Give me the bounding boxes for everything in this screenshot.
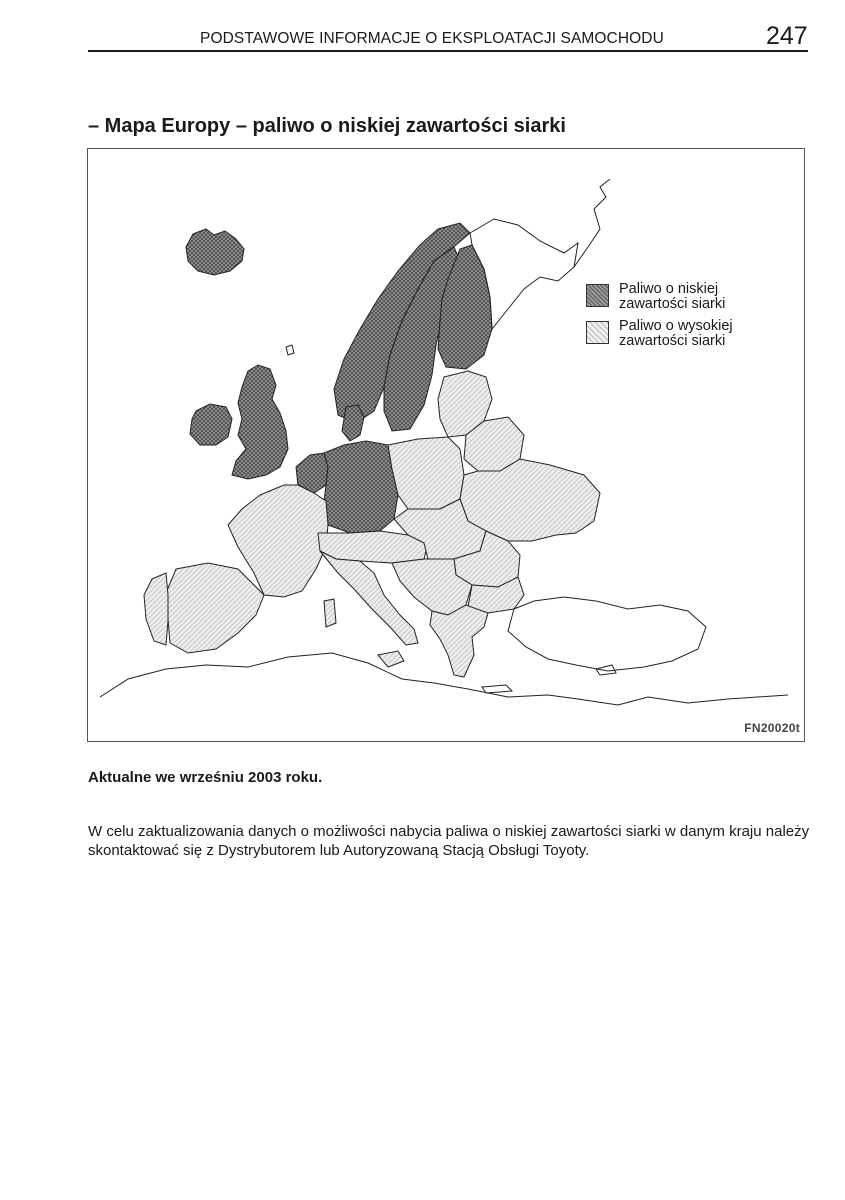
region-faroe [286,345,294,355]
region-denmark [342,405,364,441]
region-greece [430,605,488,677]
region-great-britain [232,365,288,479]
legend-swatch-low-sulphur [586,284,609,307]
page-number: 247 [766,22,808,50]
region-sardinia [324,599,336,627]
legend-label-low-sulphur: Paliwo o niskiej zawartości siarki [619,281,726,312]
header-rule [88,50,808,52]
legend-swatch-high-sulphur [586,321,609,344]
running-header-title: PODSTAWOWE INFORMACJE O EKSPLOATACJI SAMOCHODU [200,30,664,47]
section-title: – Mapa Europy – paliwo o niskiej zawartości siarki [88,115,566,137]
region-north-africa-outline [100,653,788,705]
region-portugal [144,573,168,645]
legend-item-low-sulphur [586,282,796,312]
region-spain [166,563,264,653]
region-crete [482,685,512,693]
figure-code: FN20020t [744,721,800,735]
legend-label-high-sulphur: Paliwo o wysokiej zawartości siarki [619,318,733,349]
region-iceland [186,229,244,275]
region-turkey-outline [508,597,706,671]
map-legend [586,282,796,356]
region-germany [324,441,398,533]
region-poland [388,437,464,509]
region-sicily [378,651,404,667]
body-paragraph: W celu zaktualizowania danych o możliwości nabycia paliwa o niskiej zawartości siarki w danym kraju należy skontaktować się z Dystrybutorem lub Autoryzowaną Stacją Obsługi Toyoty. [88,823,810,859]
region-ireland [190,404,232,445]
map-svg [88,149,805,742]
europe-sulphur-map [87,148,805,742]
legend-item-high-sulphur [586,319,796,349]
region-north-coast-outline [574,179,610,267]
date-note: Aktualne we wrześniu 2003 roku. [88,769,323,786]
